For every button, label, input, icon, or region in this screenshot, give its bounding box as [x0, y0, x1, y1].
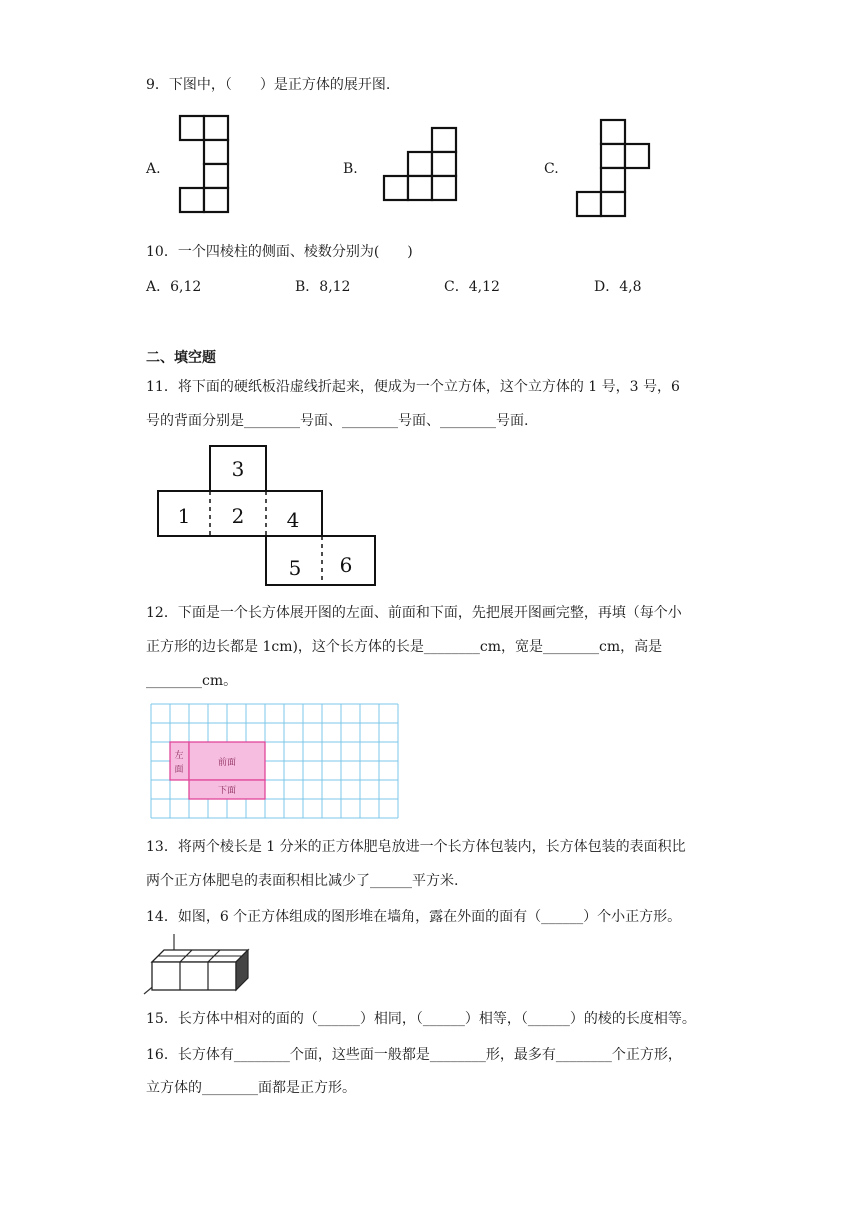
q9-figure-b [382, 126, 472, 216]
left-face-label-1: 左 [174, 751, 184, 761]
q9-text: 9．下图中，（ ）是正方体的展开图. [146, 77, 391, 93]
net-cell-5: 5 [288, 556, 302, 580]
net-cell-4: 4 [286, 508, 300, 532]
net-cell-1: 1 [177, 504, 191, 528]
net-cell-6: 6 [339, 553, 353, 577]
q9-option-a-label: A. [146, 161, 161, 177]
q14-cubes-corner [142, 932, 262, 996]
q12-line3: ________cm。 [146, 673, 238, 689]
q12-grid-figure [150, 704, 400, 824]
q15-text: 15．长方体中相对的面的（______）相同，（______）相等，（______）的棱的长度相等。 [146, 1011, 696, 1027]
q9-figure-a [178, 114, 238, 224]
front-face-label: 前面 [217, 758, 237, 768]
net-cell-3: 3 [231, 457, 245, 481]
net-cell-2: 2 [231, 504, 245, 528]
q10-option-c: C．4,12 [444, 279, 500, 295]
q13-line1: 13．将两个棱长是 1 分米的正方体肥皂放进一个长方体包装内，长方体包装的表面积比 [146, 839, 686, 855]
left-face-label-2: 面 [174, 765, 184, 775]
q10-option-a: A．6,12 [146, 279, 202, 295]
bottom-face-label: 下面 [217, 786, 237, 796]
q9-option-b-label: B. [343, 161, 358, 177]
q13-line2: 两个正方体肥皂的表面积相比减少了______平方米. [146, 873, 459, 889]
q11-line1: 11．将下面的硬纸板沿虚线折起来，便成为一个立方体，这个立方体的 1 号，3 号，6 [146, 379, 680, 395]
q11-line2: 号的背面分别是________号面、________号面、________号面. [146, 413, 529, 429]
q14-text: 14．如图，6 个正方体组成的图形堆在墙角，露在外面的面有（______）个小正方形。 [146, 909, 682, 925]
section-title: 二、填空题 [146, 350, 216, 366]
q12-line1: 12．下面是一个长方体展开图的左面、前面和下面，先把展开图画完整，再填（每个小 [146, 605, 682, 621]
q16-line2: 立方体的________面都是正方形。 [146, 1080, 356, 1096]
q9-option-c-label: C. [544, 161, 559, 177]
q11-cube-net [156, 444, 386, 594]
q10-text: 10．一个四棱柱的侧面、棱数分别为( ) [146, 244, 413, 260]
q16-line1: 16．长方体有________个面，这些面一般都是________形，最多有________个正方形， [146, 1047, 682, 1063]
q10-option-b: B．8,12 [295, 279, 351, 295]
q10-option-d: D．4,8 [594, 279, 642, 295]
q12-line2: 正方形的边长都是 1cm)，这个长方体的长是________cm，宽是________cm，高是 [146, 639, 663, 655]
q9-figure-c [575, 118, 665, 228]
